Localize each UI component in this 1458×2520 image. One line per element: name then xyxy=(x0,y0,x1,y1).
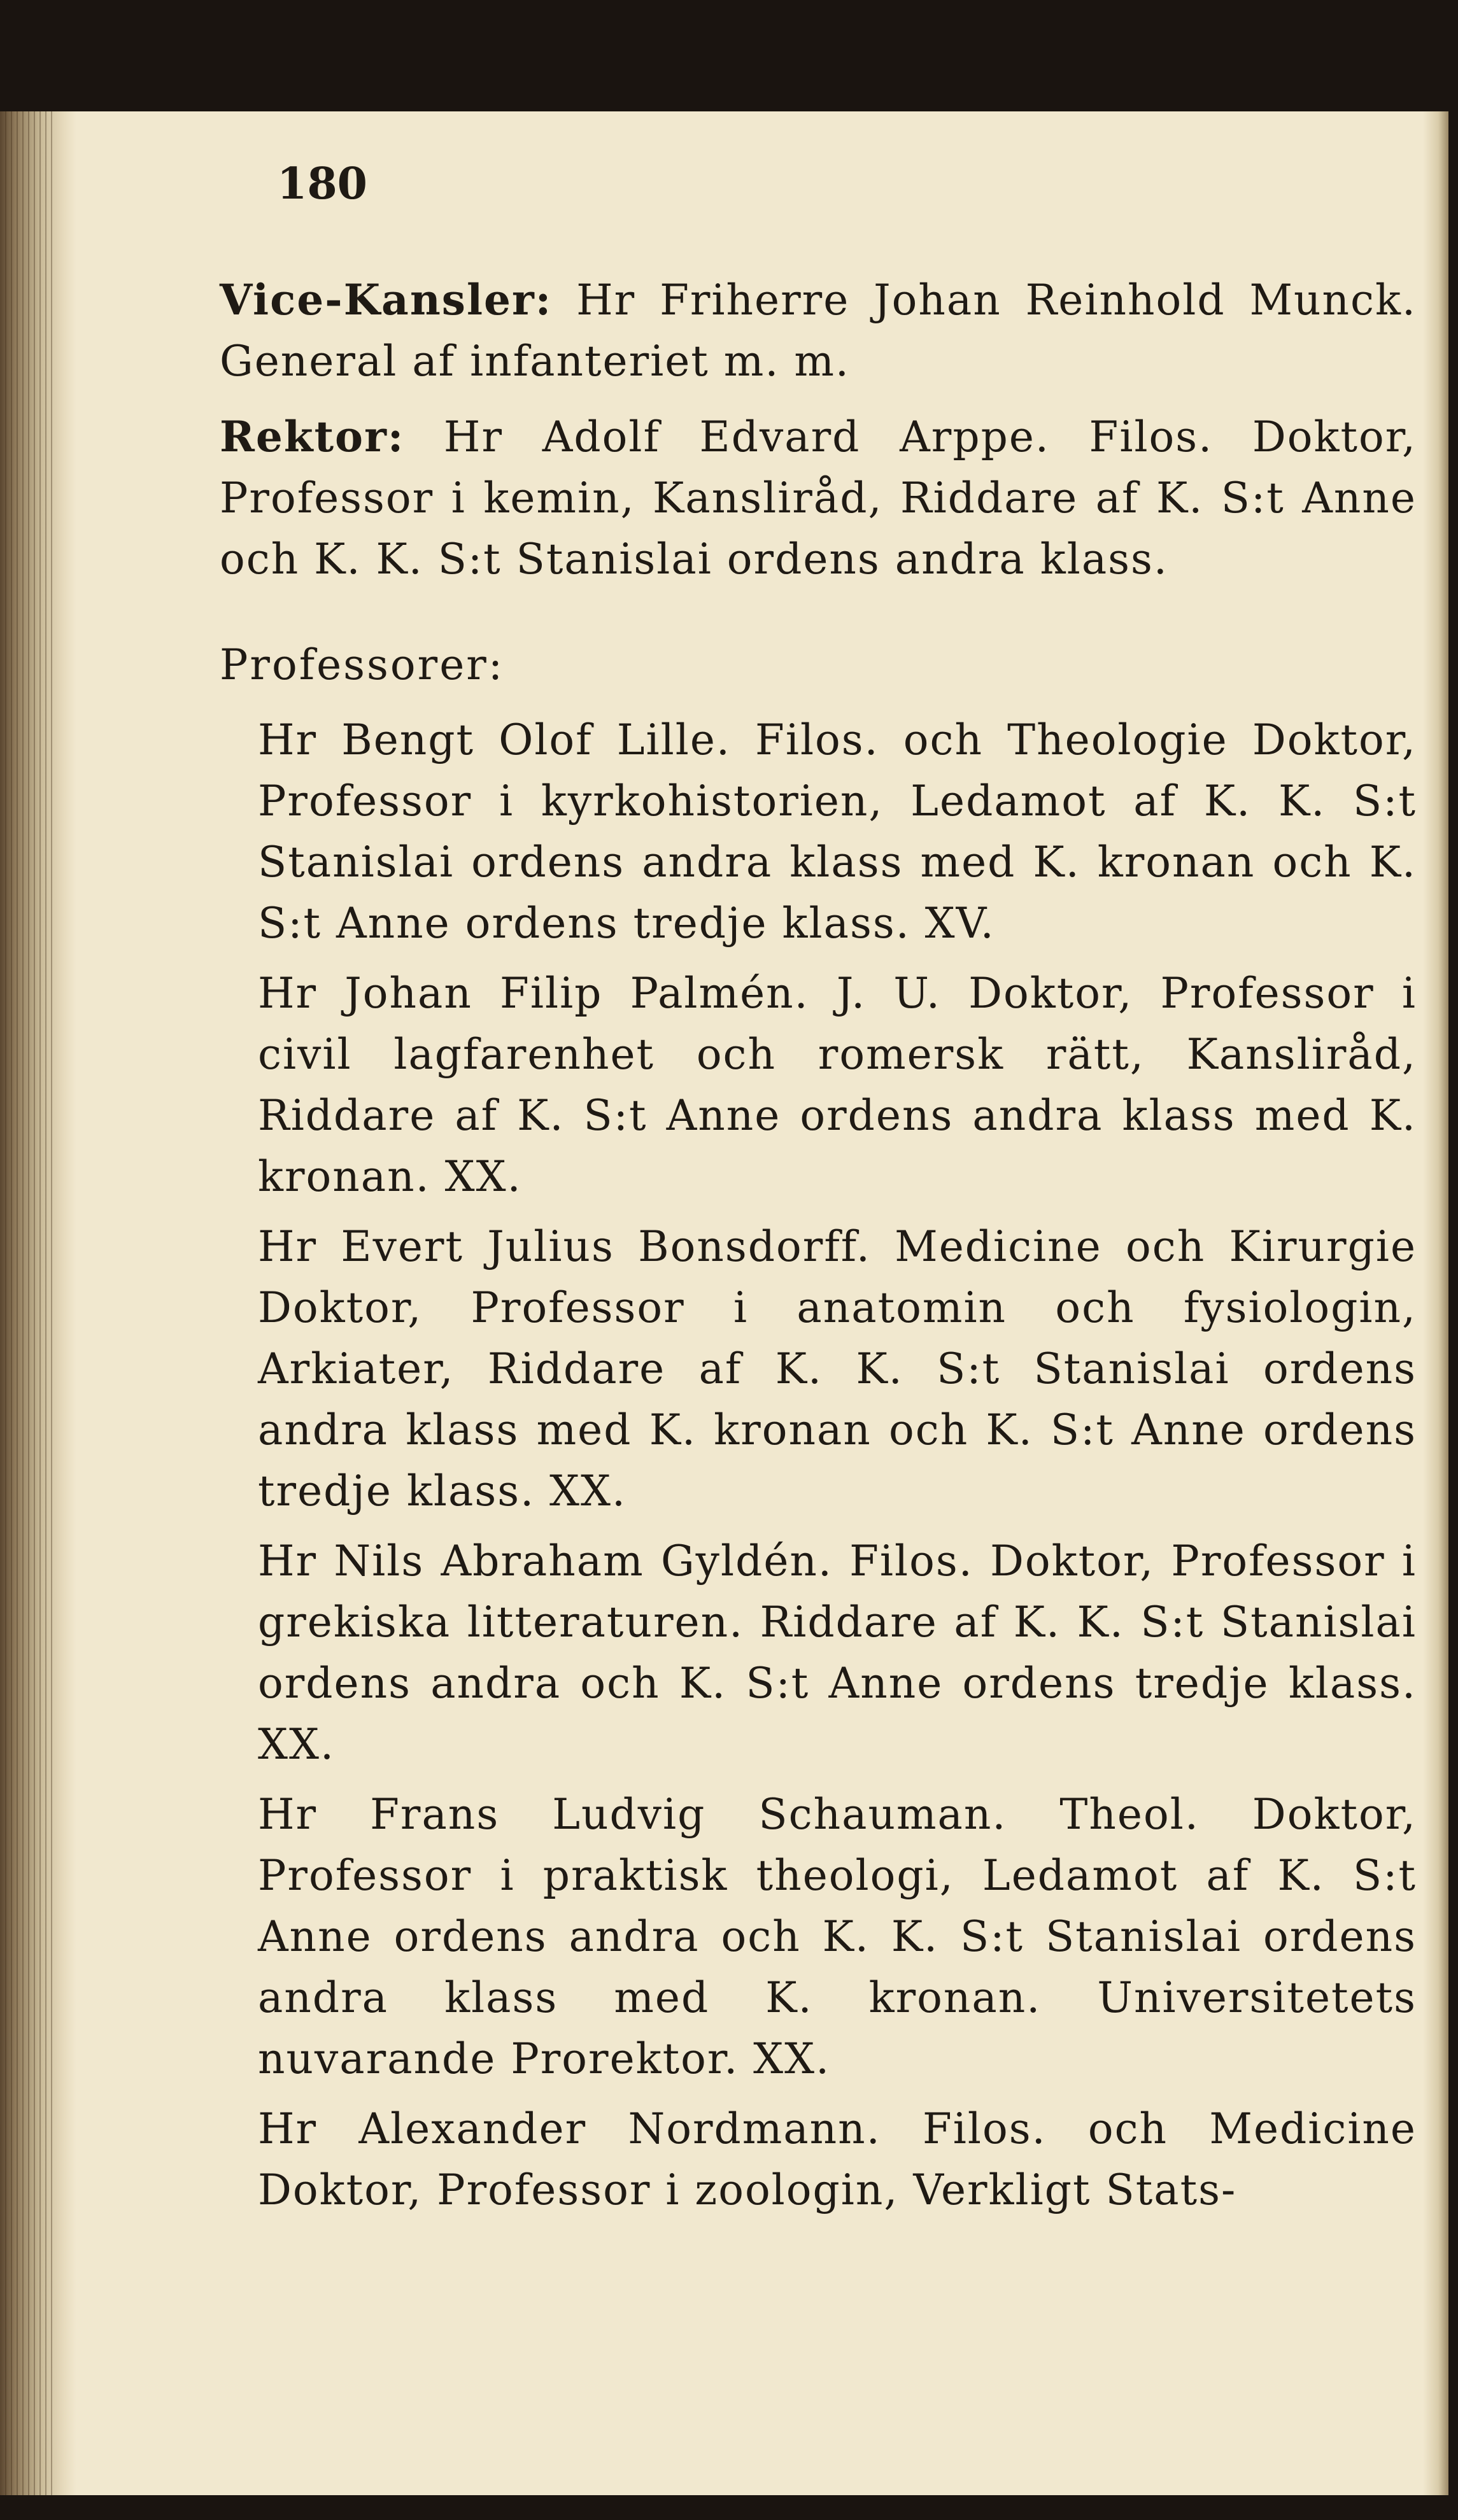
professor-entry: Hr Alexander Nordmann. Filos. och Medicine Doktor, Professor i zoologin, Verkligt Stats- xyxy=(258,2104,1417,2214)
vice-kansler-label: Vice-Kansler: xyxy=(220,275,553,325)
vice-kansler-block xyxy=(220,269,1417,392)
book-page xyxy=(0,111,1448,2495)
page-content xyxy=(220,158,1417,2230)
book-spine xyxy=(0,111,76,2495)
rektor-text: Hr Adolf Edvard Arppe. Filos. Doktor, Professor i kemin, Kansliråd, Riddare af K. S:t Anne och K. K. S:t Stanislai ordens andra klass. xyxy=(220,412,1417,584)
professor-entry: Hr Nils Abraham Gyldén. Filos. Doktor, Professor i grekiska litteraturen. Riddare af K. K. S:t Stanislai ordens andra och K. S:t Anne ordens tredje klass. XX. xyxy=(258,1537,1417,1769)
page-edge-shadow xyxy=(1423,111,1448,2495)
page-edges xyxy=(5,111,56,2495)
vice-kansler-text: Hr Friherre Johan Reinhold Munck. General af infanteriet m. m. xyxy=(220,276,1417,386)
rektor-label: Rektor: xyxy=(220,412,405,461)
rektor-block xyxy=(220,406,1417,590)
page-number: 180 xyxy=(277,158,367,209)
professor-entry: Hr Evert Julius Bonsdorff. Medicine och Kirurgie Doktor, Professor i anatomin och fysiologin, Arkiater, Riddare af K. K. S:t Stanislai ordens andra klass med K. kronan och K. S:t Anne ordens tredje klass. XX. xyxy=(258,1222,1417,1516)
professorer-heading: Professorer: xyxy=(220,640,505,689)
professor-entry: Hr Bengt Olof Lille. Filos. och Theologie Doktor, Professor i kyrkohistorien, Ledamot af K. K. S:t Stanislai ordens andra klass med K. kronan och K. S:t Anne ordens tredje klass. XV. xyxy=(258,715,1417,948)
professor-entry: Hr Frans Ludvig Schauman. Theol. Doktor, Professor i praktisk theologi, Ledamot af K. S:t Anne ordens andra och K. K. S:t Stanislai ordens andra klass med K. kronan. Universitetets nuvarande Prorektor. XX. xyxy=(258,1790,1417,2083)
professor-entry: Hr Johan Filip Palmén. J. U. Doktor, Professor i civil lagfarenhet och romersk rätt, Kansliråd, Riddare af K. S:t Anne ordens andra klass med K. kronan. XX. xyxy=(258,969,1417,1201)
